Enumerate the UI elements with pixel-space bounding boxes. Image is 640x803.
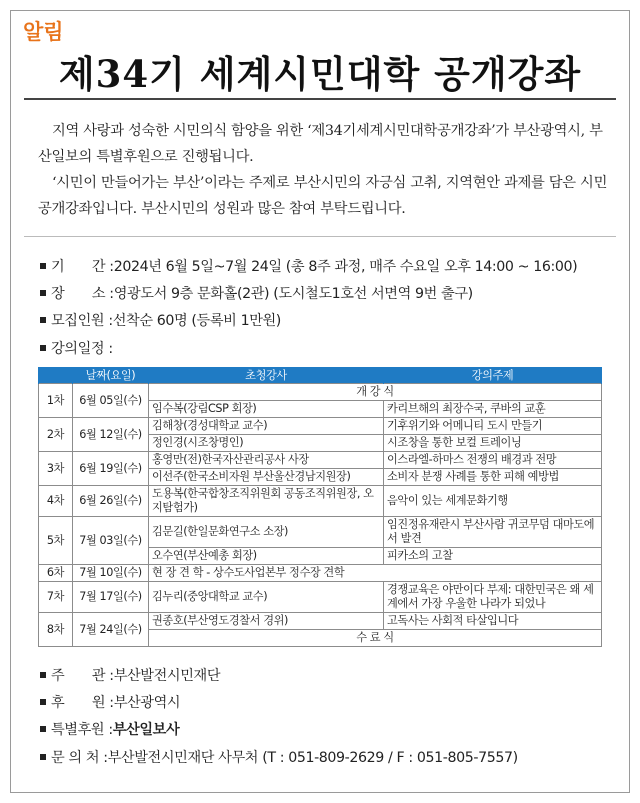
- intro-paragraph-2: ‘시민이 만들어가는 부산’이라는 주제로 부산시민의 자긍심 고취, 지역현안 과제를 담은 시민공개강좌입니다. 부산시민의 성원과 많은 참여 부탁드립니다.: [38, 175, 608, 217]
- lecturer-cell: 김해창(경성대학교 교수): [149, 418, 384, 435]
- date-cell: 6월 05일(수): [73, 384, 149, 418]
- table-row: [39, 384, 602, 401]
- date-cell: 6월 26일(수): [73, 486, 149, 517]
- closing-ceremony: 수 료 식: [149, 630, 602, 647]
- info-label: 모집인원 :: [51, 313, 113, 329]
- info-place: [40, 284, 620, 304]
- table-row: [39, 565, 602, 582]
- info-value: 부산발전시민재단: [113, 668, 221, 684]
- info-label: 강의일정 :: [51, 341, 113, 357]
- header-topic: 강의주제: [384, 367, 602, 384]
- topic-cell: 고독사는 사회적 타살입니다: [384, 613, 602, 630]
- lecturer-cell: 이선주(한국소비자원 부산울산경남지원장): [149, 469, 384, 486]
- table-row: [39, 418, 602, 435]
- square-bullet-icon: [40, 699, 46, 705]
- table-row: [39, 613, 602, 630]
- info-label: 주 관 :: [51, 668, 114, 684]
- table-header-row: [39, 367, 602, 384]
- date-cell: 7월 03일(수): [73, 517, 149, 565]
- footer-support: [40, 693, 620, 713]
- lecturer-cell: 도용복(한국합창조직위원회 공동조직위원장, 오지탐험가): [149, 486, 384, 517]
- square-bullet-icon: [40, 290, 46, 296]
- square-bullet-icon: [40, 726, 46, 732]
- notice-badge: 알림: [23, 20, 64, 44]
- square-bullet-icon: [40, 263, 46, 269]
- table-row: [39, 452, 602, 469]
- round-cell: 3차: [39, 452, 73, 486]
- round-cell: 5차: [39, 517, 73, 565]
- topic-cell: 임진정유재란시 부산사람 귀코무덤 대마도에서 발견: [384, 517, 602, 548]
- date-cell: 6월 12일(수): [73, 418, 149, 452]
- topic-cell: 음악이 있는 세계문화기행: [384, 486, 602, 517]
- lecturer-cell: 홍영만(전)한국자산관리공사 사장: [149, 452, 384, 469]
- intro-divider: [24, 236, 616, 237]
- square-bullet-icon: [40, 672, 46, 678]
- topic-cell: 소비자 분쟁 사례를 통한 피해 예방법: [384, 469, 602, 486]
- info-label: 후 원 :: [51, 695, 114, 711]
- topic-cell: 피카소의 고찰: [384, 548, 602, 565]
- header-lecturer: 초청강사: [149, 367, 384, 384]
- round-cell: 8차: [39, 613, 73, 647]
- field-trip-cell: 현 장 견 학 - 상수도사업본부 정수장 견학: [149, 565, 602, 582]
- lecturer-cell: 김문길(한일문화연구소 소장): [149, 517, 384, 548]
- info-label: 기 간 :: [51, 259, 114, 275]
- square-bullet-icon: [40, 345, 46, 351]
- footer-contact: [40, 748, 620, 768]
- topic-cell: 경쟁교육은 야만이다 부제: 대한민국은 왜 세계에서 가장 우울한 나라가 되었나: [384, 582, 602, 613]
- page-title: 제34기 세계시민대학 공개강좌: [58, 52, 582, 96]
- round-cell: 6차: [39, 565, 73, 582]
- round-cell: 2차: [39, 418, 73, 452]
- square-bullet-icon: [40, 754, 46, 760]
- lecturer-cell: 권종호(부산영도경찰서 경위): [149, 613, 384, 630]
- date-cell: 7월 10일(수): [73, 565, 149, 582]
- intro-paragraph-1: 지역 사랑과 성숙한 시민의식 함양을 위한 ‘제34기세계시민대학공개강좌’가 부산광역시, 부산일보의 특별후원으로 진행됩니다.: [38, 123, 603, 165]
- lecturer-cell: 김누리(중앙대학교 교수): [149, 582, 384, 613]
- lecturer-cell: 정인경(시조창명인): [149, 435, 384, 452]
- opening-ceremony: 개 강 식: [149, 384, 602, 401]
- info-value: 부산일보사: [112, 722, 180, 738]
- lecturer-cell: 임수복(강림CSP 회장): [149, 401, 384, 418]
- topic-cell: 시조창을 통한 보컬 트레이닝: [384, 435, 602, 452]
- header-date: 날짜(요일): [73, 367, 149, 384]
- info-recruit: [40, 311, 620, 331]
- info-value: 선착순 60명 (등록비 1만원): [112, 313, 281, 329]
- date-cell: 7월 24일(수): [73, 613, 149, 647]
- header-round: [39, 367, 73, 384]
- info-period: [40, 257, 620, 277]
- intro-text: [38, 118, 610, 222]
- info-value: 2024년 6월 5일~7월 24일 (총 8주 과정, 매주 수요일 오후 14:00 ~ 16:00): [113, 259, 578, 275]
- round-cell: 1차: [39, 384, 73, 418]
- info-label: 문 의 처 :: [51, 750, 108, 766]
- table-row: [39, 582, 602, 613]
- title-divider: [24, 98, 616, 100]
- topic-cell: 이스라엘-하마스 전쟁의 배경과 전망: [384, 452, 602, 469]
- topic-cell: 카리브해의 최장수국, 쿠바의 교훈: [384, 401, 602, 418]
- schedule-table: [38, 367, 602, 647]
- info-schedule: [40, 339, 620, 359]
- square-bullet-icon: [40, 317, 46, 323]
- info-label: 특별후원 :: [51, 722, 113, 738]
- info-value: 영광도서 9층 문화홀(2관) (도시철도1호선 서면역 9번 출구): [113, 286, 473, 302]
- footer-special: [40, 720, 620, 740]
- footer-host: [40, 666, 620, 686]
- info-label: 장 소 :: [51, 286, 114, 302]
- table-row: [39, 486, 602, 517]
- round-cell: 7차: [39, 582, 73, 613]
- lecturer-cell: 오수연(부산예총 회장): [149, 548, 384, 565]
- info-value: 부산발전시민재단 사무처 (T : 051-809-2629 / F : 051-805-7557): [107, 750, 518, 766]
- date-cell: 6월 19일(수): [73, 452, 149, 486]
- table-row: [39, 517, 602, 548]
- date-cell: 7월 17일(수): [73, 582, 149, 613]
- round-cell: 4차: [39, 486, 73, 517]
- topic-cell: 기후위기와 어메니티 도시 만들기: [384, 418, 602, 435]
- info-value: 부산광역시: [113, 695, 181, 711]
